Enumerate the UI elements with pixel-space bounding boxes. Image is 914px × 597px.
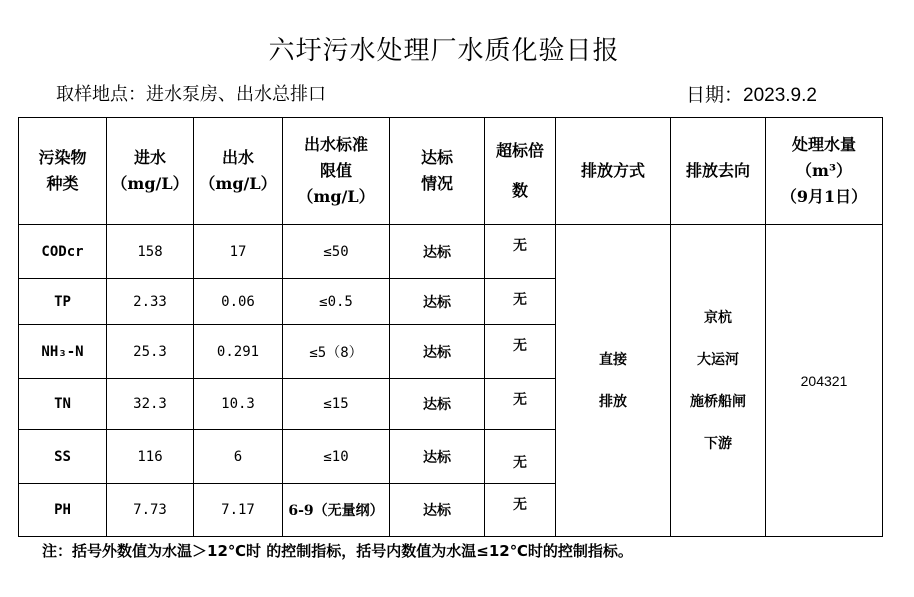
outflow-value: 0.06 — [194, 279, 283, 325]
exceed-value: 无 — [485, 225, 556, 279]
limit-value: ≤10 — [283, 430, 390, 484]
exceed-value: 无 — [485, 279, 556, 325]
water-quality-table — [18, 117, 883, 537]
inflow-value: 32.3 — [107, 379, 194, 430]
limit-value: ≤0.5 — [283, 279, 390, 325]
header-row — [19, 118, 883, 225]
exceed-value: 无 — [485, 430, 556, 484]
compliance-status: 达标 — [390, 325, 485, 379]
pollutant-name: PH — [19, 484, 107, 537]
outflow-value: 6 — [194, 430, 283, 484]
pollutant-name: NH₃-N — [19, 325, 107, 379]
exceed-value: 无 — [485, 379, 556, 430]
outflow-value: 7.17 — [194, 484, 283, 537]
compliance-status: 达标 — [390, 279, 485, 325]
pollutant-name: TN — [19, 379, 107, 430]
pollutant-name: CODcr — [19, 225, 107, 279]
header-treated-volume: 处理水量 （m³） （9月1日） — [766, 118, 883, 225]
header-outflow: 出水 （mg/L） — [194, 118, 283, 225]
inflow-value: 25.3 — [107, 325, 194, 379]
pollutant-name: TP — [19, 279, 107, 325]
treated-volume-value: 204321 — [766, 225, 883, 537]
outflow-value: 0.291 — [194, 325, 283, 379]
header-discharge-destination: 排放去向 — [671, 118, 766, 225]
compliance-status: 达标 — [390, 225, 485, 279]
inflow-value: 7.73 — [107, 484, 194, 537]
compliance-status: 达标 — [390, 430, 485, 484]
report-title: 六圩污水处理厂水质化验日报 — [268, 36, 620, 66]
header-pollutant: 污染物 种类 — [19, 118, 107, 225]
header-compliance: 达标 情况 — [390, 118, 485, 225]
header-inflow: 进水 （mg/L） — [107, 118, 194, 225]
outflow-value: 17 — [194, 225, 283, 279]
header-standard-limit: 出水标准 限值 （mg/L） — [283, 118, 390, 225]
table-row — [19, 225, 883, 279]
discharge-destination-cell: 京杭 大运河 施桥船闸 下游 — [671, 225, 766, 537]
pollutant-name: SS — [19, 430, 107, 484]
discharge-method-cell: 直接 排放 — [556, 225, 671, 537]
header-exceed-times: 超标倍 数 — [485, 118, 556, 225]
inflow-value: 2.33 — [107, 279, 194, 325]
inflow-value: 158 — [107, 225, 194, 279]
compliance-status: 达标 — [390, 484, 485, 537]
exceed-value: 无 — [485, 325, 556, 379]
limit-value: 6-9（无量纲） — [283, 484, 390, 537]
compliance-status: 达标 — [390, 379, 485, 430]
report-date: 日期：2023.9.2 — [686, 85, 817, 106]
footnote: 注：括号外数值为水温＞12℃时 的控制指标，括号内数值为水温≤12℃时的控制指标。 — [42, 542, 633, 560]
sampling-location: 取样地点：进水泵房、出水总排口 — [56, 84, 326, 105]
inflow-value: 116 — [107, 430, 194, 484]
outflow-value: 10.3 — [194, 379, 283, 430]
limit-value: ≤50 — [283, 225, 390, 279]
limit-value: ≤5（8） — [283, 325, 390, 379]
header-discharge-method: 排放方式 — [556, 118, 671, 225]
exceed-value: 无 — [485, 484, 556, 537]
limit-value: ≤15 — [283, 379, 390, 430]
